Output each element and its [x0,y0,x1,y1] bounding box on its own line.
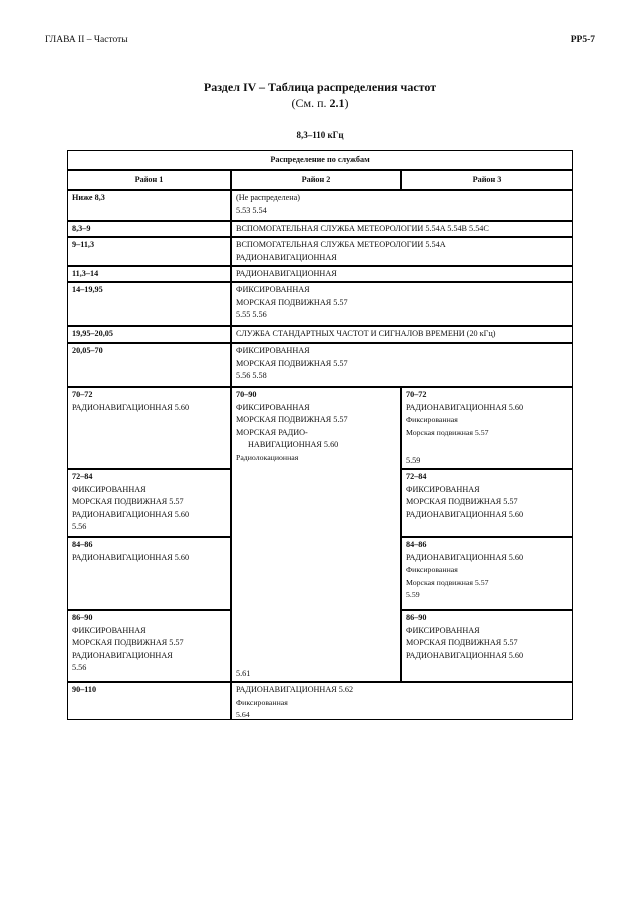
allocation-line: ФИКСИРОВАННАЯ [406,625,480,635]
reference-prefix: (См. п. [291,96,330,110]
column-header-region-2: Район 2 [231,170,401,190]
allocation-cell [231,282,573,326]
allocation-line: МОРСКАЯ ПОДВИЖНАЯ 5.57 [236,297,348,307]
region-3-cell [401,469,573,537]
reference-suffix: ) [344,96,349,110]
band-cell: 11,3–14 [67,266,231,282]
footnote-refs: 5.53 5.54 [236,205,267,215]
band-label: 86–90 [406,613,427,622]
running-header-chapter: ГЛАВА II – Частоты [45,35,128,45]
band-label: 84–86 [406,540,427,549]
allocation-line: СЛУЖБА СТАНДАРТНЫХ ЧАСТОТ И СИГНАЛОВ ВРЕМЕНИ (20 кГц) [236,329,496,338]
band-label: 70–72 [72,390,93,399]
allocation-line: РАДИОНАВИГАЦИОННАЯ 5.60 [406,650,524,660]
band-cell: 90–110 [67,682,231,720]
allocation-cell [231,326,573,343]
allocation-line: РАДИОНАВИГАЦИОННАЯ 5.60 [72,509,190,519]
allocation-line: МОРСКАЯ ПОДВИЖНАЯ 5.57 [72,638,184,647]
reference-number: 2.1 [329,96,345,110]
allocation-line: РАДИОНАВИГАЦИОННАЯ 5.60 [406,552,524,562]
secondary-allocation: Фиксированная [406,415,458,424]
allocation-cell [231,343,573,387]
footnote-refs: 5.56 [72,663,87,672]
allocation-line: ВСПОМОГАТЕЛЬНАЯ СЛУЖБА МЕТЕОРОЛОГИИ 5.54A 5.54B 5.54C [236,224,489,233]
region-1-cell [67,537,231,610]
footnote-refs: 5.59 [406,590,420,599]
band-cell: 14–19,95 [67,282,231,326]
footnote-refs: 5.56 [72,522,87,531]
footnote-refs: 5.56 5.58 [236,371,267,380]
allocation-line-continued: НАВИГАЦИОННАЯ 5.60 [248,440,339,449]
footnote-refs: 5.55 5.56 [236,310,267,319]
allocation-cell [231,190,573,221]
band-cell: 20,05–70 [67,343,231,387]
column-header-region-1: Район 1 [67,170,231,190]
allocation-line: РАДИОНАВИГАЦИОННАЯ [72,650,173,660]
region-3-cell [401,387,573,469]
allocation-line: (Не распределена) [236,193,300,202]
region-1-cell [67,387,231,469]
allocation-line: МОРСКАЯ ПОДВИЖНАЯ 5.57 [236,358,348,368]
frequency-range-heading: 8,3–110 кГц [296,130,344,140]
allocation-line: РАДИОНАВИГАЦИОННАЯ 5.62 [236,685,354,694]
section-title [0,80,640,111]
allocation-line: РАДИОНАВИГАЦИОННАЯ 5.60 [406,402,524,412]
band-cell: 19,95–20,05 [67,326,231,343]
region-3-cell [401,610,573,682]
allocation-line: ФИКСИРОВАННАЯ [72,625,146,635]
band-label: 72–84 [72,472,93,481]
secondary-allocation: Радиолокационная [236,452,299,462]
running-header-code: РР5-7 [570,35,595,45]
allocation-line: ФИКСИРОВАННАЯ [236,346,310,355]
band-cell: 9–11,3 [67,237,231,266]
footnote-refs: 5.59 [406,455,421,465]
allocation-cell [231,266,573,282]
band-label: 86–90 [72,613,93,622]
footnote-refs: 5.61 [236,668,251,678]
allocation-line: МОРСКАЯ ПОДВИЖНАЯ 5.57 [236,415,348,424]
region-3-cell [401,537,573,610]
allocation-cell [231,237,573,266]
allocation-line: РАДИОНАВИГАЦИОННАЯ 5.60 [72,552,190,562]
allocation-line: ФИКСИРОВАННАЯ [236,285,310,294]
band-label: 70–72 [406,390,427,399]
allocation-line: РАДИОНАВИГАЦИОННАЯ 5.60 [406,509,524,519]
secondary-allocation: Фиксированная [406,565,458,574]
allocation-line: РАДИОНАВИГАЦИОННАЯ [236,269,337,278]
secondary-allocation: Фиксированная [236,697,288,707]
allocation-line: ФИКСИРОВАННАЯ [72,484,146,494]
region-1-cell [67,610,231,682]
column-header-region-3: Район 3 [401,170,573,190]
allocation-line: ФИКСИРОВАННАЯ [406,484,480,494]
allocation-line: МОРСКАЯ ПОДВИЖНАЯ 5.57 [406,497,518,506]
allocation-line: РАДИОНАВИГАЦИОННАЯ 5.60 [72,402,190,412]
allocation-line: РАДИОНАВИГАЦИОННАЯ [236,252,337,262]
allocation-cell [231,682,573,720]
table-header-allocation: Распределение по службам [67,150,573,170]
band-cell: Ниже 8,3 [67,190,231,221]
allocation-table [67,150,573,720]
band-cell: 8,3–9 [67,221,231,237]
section-reference [0,96,640,111]
section-heading: Раздел IV – Таблица распределения частот [203,80,437,94]
allocation-line: МОРСКАЯ ПОДВИЖНАЯ 5.57 [406,638,518,647]
region-1-cell [67,469,231,537]
band-label: 84–86 [72,540,93,549]
allocation-line: МОРСКАЯ ПОДВИЖНАЯ 5.57 [72,497,184,506]
band-label: 70–90 [236,390,257,399]
secondary-allocation: Морская подвижная 5.57 [406,427,489,437]
allocation-line: ФИКСИРОВАННАЯ [236,402,310,412]
allocation-line: МОРСКАЯ РАДИО- [236,427,308,437]
allocation-cell [231,221,573,237]
region-2-cell [231,387,401,682]
secondary-allocation: Морская подвижная 5.57 [406,577,489,587]
footnote-refs: 5.64 [236,710,250,719]
band-label: 72–84 [406,472,427,481]
allocation-line: ВСПОМОГАТЕЛЬНАЯ СЛУЖБА МЕТЕОРОЛОГИИ 5.54A [236,240,446,249]
